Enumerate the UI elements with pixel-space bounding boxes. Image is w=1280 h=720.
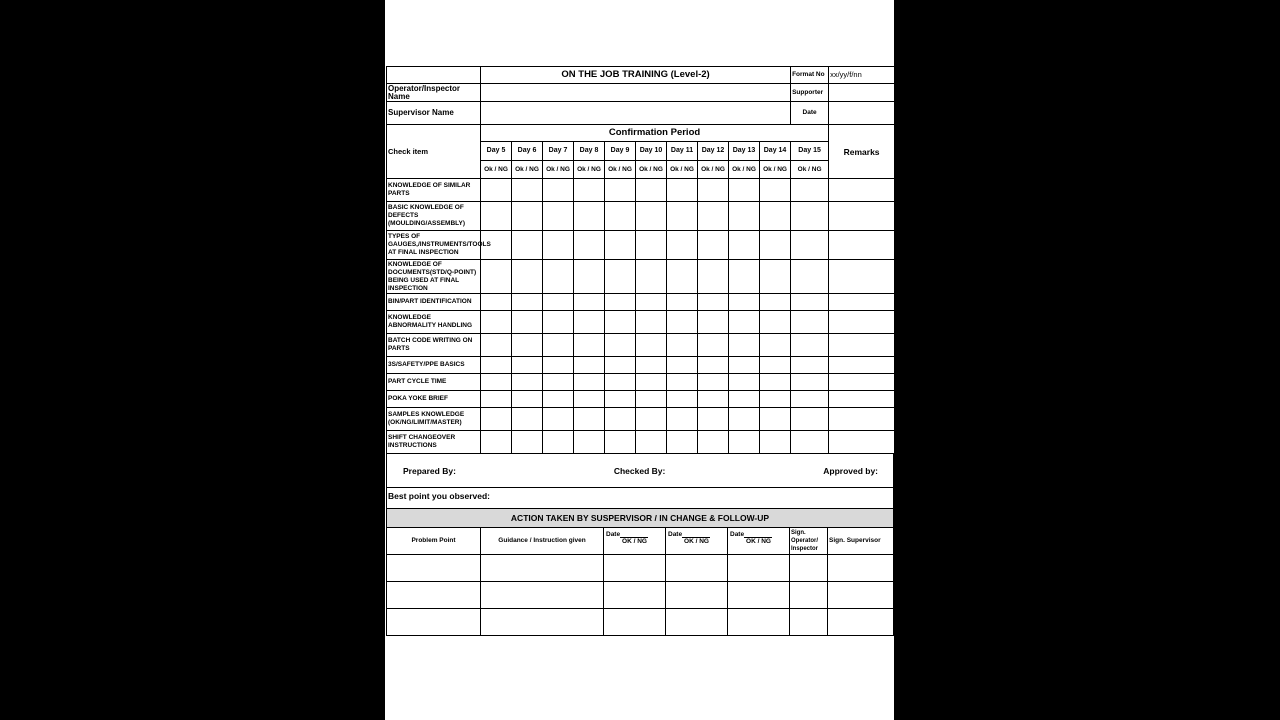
day-check-cell[interactable] [791, 408, 829, 431]
day-check-cell[interactable] [667, 431, 698, 454]
supervisor-name-field[interactable] [481, 102, 791, 125]
form-title: ON THE JOB TRAINING (Level-2) [481, 67, 791, 84]
day-check-cell[interactable] [574, 357, 605, 374]
day-check-cell[interactable] [481, 294, 512, 311]
sign-supervisor-cell[interactable] [828, 609, 894, 636]
day-check-cell[interactable] [760, 294, 791, 311]
day-check-cell[interactable] [636, 179, 667, 202]
action-taken-title: ACTION TAKEN BY SUSPERVISOR / IN CHANGE & FOLLOW-UP [387, 509, 894, 528]
remarks-cell[interactable] [829, 357, 895, 374]
day-check-cell[interactable] [791, 431, 829, 454]
guidance-cell[interactable] [481, 555, 604, 582]
remarks-cell[interactable] [829, 431, 895, 454]
day-check-cell[interactable] [512, 357, 543, 374]
check-item-row [387, 357, 895, 374]
day-check-cell[interactable] [760, 357, 791, 374]
day-check-cell[interactable] [636, 260, 667, 294]
day-check-cell[interactable] [636, 202, 667, 231]
date-okng-cell[interactable] [604, 582, 666, 609]
check-table [386, 66, 895, 454]
check-item-row [387, 311, 895, 334]
day-check-cell[interactable] [760, 334, 791, 357]
day-check-cell[interactable] [760, 231, 791, 260]
format-no-value: xx/yy/f/nn [829, 67, 895, 84]
day-check-cell[interactable] [729, 179, 760, 202]
day-check-cell[interactable] [667, 260, 698, 294]
day-check-cell[interactable] [636, 311, 667, 334]
sign-supervisor-cell[interactable] [828, 555, 894, 582]
operator-name-label: Operator/Inspector Name [387, 84, 481, 102]
day-check-cell[interactable] [574, 179, 605, 202]
okng-header: Ok / NG [574, 161, 605, 179]
guidance-cell[interactable] [481, 582, 604, 609]
day-check-cell[interactable] [543, 408, 574, 431]
day-check-cell[interactable] [667, 294, 698, 311]
check-item-row [387, 431, 895, 454]
day-check-cell[interactable] [698, 357, 729, 374]
check-item-label: KNOWLEDGE OF DOCUMENTS(STD/Q-POINT) BEING USED AT FINAL INSPECTION [387, 260, 481, 294]
okng-header: Ok / NG [636, 161, 667, 179]
okng-header: Ok / NG [667, 161, 698, 179]
check-item-label: PART CYCLE TIME [387, 374, 481, 391]
day-check-cell[interactable] [481, 202, 512, 231]
day-check-cell[interactable] [636, 357, 667, 374]
okng-header: Ok / NG [543, 161, 574, 179]
day-check-cell[interactable] [791, 179, 829, 202]
day-check-cell[interactable] [481, 374, 512, 391]
day-check-cell[interactable] [605, 374, 636, 391]
day-check-cell[interactable] [729, 391, 760, 408]
day-check-cell[interactable] [760, 179, 791, 202]
day-check-cell[interactable] [698, 231, 729, 260]
date-okng-header-1: Date OK / NG [604, 528, 666, 555]
day-header: Day 12 [698, 142, 729, 161]
day-check-cell[interactable] [760, 260, 791, 294]
remarks-cell[interactable] [829, 231, 895, 260]
day-check-cell[interactable] [512, 179, 543, 202]
remarks-cell[interactable] [829, 311, 895, 334]
check-item-label: 3S/SAFETY/PPE BASICS [387, 357, 481, 374]
sign-operator-cell[interactable] [790, 609, 828, 636]
day-check-cell[interactable] [512, 311, 543, 334]
day-check-cell[interactable] [543, 431, 574, 454]
day-check-cell[interactable] [636, 294, 667, 311]
day-check-cell[interactable] [698, 202, 729, 231]
sign-supervisor-header: Sign. Supervisor [828, 528, 894, 555]
check-item-row [387, 231, 895, 260]
day-check-cell[interactable] [698, 260, 729, 294]
day-check-cell[interactable] [481, 311, 512, 334]
check-item-label: BIN/PART IDENTIFICATION [387, 294, 481, 311]
day-check-cell[interactable] [574, 391, 605, 408]
problem-point-cell[interactable] [387, 582, 481, 609]
remarks-cell[interactable] [829, 374, 895, 391]
day-check-cell[interactable] [543, 260, 574, 294]
day-check-cell[interactable] [698, 179, 729, 202]
day-check-cell[interactable] [760, 408, 791, 431]
day-check-cell[interactable] [605, 179, 636, 202]
date-okng-cell[interactable] [666, 555, 728, 582]
okng-header: Ok / NG [481, 161, 512, 179]
day-check-cell[interactable] [543, 231, 574, 260]
okng-header: Ok / NG [729, 161, 760, 179]
day-check-cell[interactable] [791, 391, 829, 408]
remarks-label: Remarks [829, 125, 895, 179]
day-check-cell[interactable] [605, 391, 636, 408]
day-check-cell[interactable] [605, 431, 636, 454]
day-header: Day 6 [512, 142, 543, 161]
day-check-cell[interactable] [667, 374, 698, 391]
check-item-label: SAMPLES KNOWLEDGE (OK/NG/LIMIT/MASTER) [387, 408, 481, 431]
check-item-row [387, 260, 895, 294]
guidance-header: Guidance / Instruction given [481, 528, 604, 555]
day-check-cell[interactable] [729, 231, 760, 260]
check-item-row [387, 408, 895, 431]
date-okng-cell[interactable] [728, 555, 790, 582]
day-check-cell[interactable] [729, 311, 760, 334]
confirmation-period-label: Confirmation Period [481, 125, 829, 142]
approved-by-label: Approved by: [823, 465, 879, 476]
okng-header: Ok / NG [512, 161, 543, 179]
problem-point-header: Problem Point [387, 528, 481, 555]
day-check-cell[interactable] [698, 431, 729, 454]
sign-operator-header: Sign. Operator/ Inspector [790, 528, 828, 555]
remarks-cell[interactable] [829, 260, 895, 294]
day-check-cell[interactable] [574, 431, 605, 454]
day-check-cell[interactable] [791, 374, 829, 391]
day-check-cell[interactable] [574, 408, 605, 431]
day-check-cell[interactable] [543, 334, 574, 357]
remarks-cell[interactable] [829, 179, 895, 202]
day-header: Day 8 [574, 142, 605, 161]
action-row [387, 555, 894, 582]
day-check-cell[interactable] [543, 202, 574, 231]
day-check-cell[interactable] [481, 431, 512, 454]
day-check-cell[interactable] [543, 391, 574, 408]
day-check-cell[interactable] [667, 311, 698, 334]
day-check-cell[interactable] [667, 357, 698, 374]
best-point-label: Best point you observed: [387, 488, 894, 509]
day-header: Day 13 [729, 142, 760, 161]
date-okng-cell[interactable] [728, 582, 790, 609]
day-check-cell[interactable] [667, 179, 698, 202]
remarks-cell[interactable] [829, 202, 895, 231]
day-header: Day 15 [791, 142, 829, 161]
day-check-cell[interactable] [574, 374, 605, 391]
day-check-cell[interactable] [481, 408, 512, 431]
signature-row [387, 454, 894, 488]
day-header: Day 14 [760, 142, 791, 161]
day-check-cell[interactable] [698, 408, 729, 431]
day-check-cell[interactable] [791, 357, 829, 374]
check-item-label: POKA YOKE BRIEF [387, 391, 481, 408]
problem-point-cell[interactable] [387, 555, 481, 582]
check-item-label: SHIFT CHANGEOVER INSTRUCTIONS [387, 431, 481, 454]
day-check-cell[interactable] [512, 294, 543, 311]
day-check-cell[interactable] [698, 374, 729, 391]
day-check-cell[interactable] [729, 357, 760, 374]
check-item-row [387, 179, 895, 202]
check-item-row [387, 202, 895, 231]
problem-point-cell[interactable] [387, 609, 481, 636]
day-check-cell[interactable] [729, 334, 760, 357]
day-check-cell[interactable] [698, 334, 729, 357]
supporter-label: Supporter [791, 84, 829, 102]
day-header: Day 11 [667, 142, 698, 161]
day-check-cell[interactable] [512, 231, 543, 260]
day-check-cell[interactable] [543, 294, 574, 311]
check-item-label: Check item [387, 125, 481, 179]
remarks-cell[interactable] [829, 408, 895, 431]
day-check-cell[interactable] [667, 408, 698, 431]
day-check-cell[interactable] [574, 294, 605, 311]
day-check-cell[interactable] [543, 374, 574, 391]
date-okng-cell[interactable] [728, 609, 790, 636]
day-check-cell[interactable] [636, 408, 667, 431]
check-item-label: TYPES OF GAUGES,/INSTRUMENTS/TOOLS AT FINAL INSPECTION [387, 231, 481, 260]
day-check-cell[interactable] [574, 202, 605, 231]
day-check-cell[interactable] [605, 357, 636, 374]
day-check-cell[interactable] [543, 179, 574, 202]
day-check-cell[interactable] [729, 294, 760, 311]
sign-supervisor-cell[interactable] [828, 582, 894, 609]
day-check-cell[interactable] [791, 231, 829, 260]
day-check-cell[interactable] [636, 374, 667, 391]
sign-operator-cell[interactable] [790, 582, 828, 609]
day-check-cell[interactable] [667, 231, 698, 260]
day-check-cell[interactable] [636, 391, 667, 408]
day-check-cell[interactable] [512, 202, 543, 231]
footer-table [386, 453, 894, 636]
day-check-cell[interactable] [698, 391, 729, 408]
check-item-row [387, 294, 895, 311]
day-header: Day 9 [605, 142, 636, 161]
day-check-cell[interactable] [481, 357, 512, 374]
day-check-cell[interactable] [512, 391, 543, 408]
day-check-cell[interactable] [729, 374, 760, 391]
remarks-cell[interactable] [829, 334, 895, 357]
guidance-cell[interactable] [481, 609, 604, 636]
header-corner [387, 67, 481, 84]
date-okng-header-3: Date OK / NG [728, 528, 790, 555]
day-check-cell[interactable] [636, 334, 667, 357]
day-check-cell[interactable] [636, 231, 667, 260]
day-check-cell[interactable] [512, 260, 543, 294]
day-check-cell[interactable] [481, 179, 512, 202]
date-field[interactable] [829, 102, 895, 125]
format-no-label: Format No [791, 67, 829, 84]
action-row [387, 582, 894, 609]
day-check-cell[interactable] [543, 357, 574, 374]
day-check-cell[interactable] [605, 408, 636, 431]
check-item-row [387, 374, 895, 391]
ojt-form [386, 66, 893, 636]
date-okng-cell[interactable] [604, 609, 666, 636]
day-check-cell[interactable] [512, 408, 543, 431]
day-check-cell[interactable] [760, 431, 791, 454]
day-check-cell[interactable] [574, 311, 605, 334]
day-check-cell[interactable] [698, 311, 729, 334]
sign-operator-cell[interactable] [790, 555, 828, 582]
check-item-label: KNOWLEDGE ABNORMALITY HANDLING [387, 311, 481, 334]
prepared-by-label: Prepared By: [403, 465, 456, 476]
day-check-cell[interactable] [760, 374, 791, 391]
day-check-cell[interactable] [574, 334, 605, 357]
day-check-cell[interactable] [605, 231, 636, 260]
day-check-cell[interactable] [760, 202, 791, 231]
day-check-cell[interactable] [791, 260, 829, 294]
supervisor-name-label: Supervisor Name [387, 102, 481, 125]
remarks-cell[interactable] [829, 391, 895, 408]
day-check-cell[interactable] [481, 391, 512, 408]
day-check-cell[interactable] [543, 311, 574, 334]
day-check-cell[interactable] [760, 391, 791, 408]
day-check-cell[interactable] [481, 260, 512, 294]
document-page [385, 0, 894, 720]
check-item-row [387, 334, 895, 357]
day-check-cell[interactable] [667, 334, 698, 357]
day-check-cell[interactable] [729, 260, 760, 294]
date-label: Date [791, 102, 829, 125]
supporter-field[interactable] [829, 84, 895, 102]
date-okng-cell[interactable] [666, 582, 728, 609]
day-check-cell[interactable] [636, 431, 667, 454]
day-check-cell[interactable] [698, 294, 729, 311]
day-check-cell[interactable] [791, 294, 829, 311]
day-header: Day 10 [636, 142, 667, 161]
checked-by-label: Checked By: [613, 465, 666, 476]
day-check-cell[interactable] [574, 260, 605, 294]
check-item-label: BATCH CODE WRITING ON PARTS [387, 334, 481, 357]
check-item-label: BASIC KNOWLEDGE OF DEFECTS (MOULDING/ASSEMBLY) [387, 202, 481, 231]
day-check-cell[interactable] [667, 391, 698, 408]
day-check-cell[interactable] [729, 431, 760, 454]
day-check-cell[interactable] [729, 202, 760, 231]
check-item-row [387, 391, 895, 408]
date-okng-header-2: Date OK / NG [666, 528, 728, 555]
check-item-label: KNOWLEDGE OF SIMILAR PARTS [387, 179, 481, 202]
day-check-cell[interactable] [512, 374, 543, 391]
day-check-cell[interactable] [791, 334, 829, 357]
day-check-cell[interactable] [605, 294, 636, 311]
day-check-cell[interactable] [481, 334, 512, 357]
day-check-cell[interactable] [760, 311, 791, 334]
date-okng-cell[interactable] [604, 555, 666, 582]
day-header: Day 7 [543, 142, 574, 161]
day-check-cell[interactable] [791, 311, 829, 334]
day-check-cell[interactable] [729, 408, 760, 431]
operator-name-field[interactable] [481, 84, 791, 102]
day-check-cell[interactable] [512, 431, 543, 454]
day-check-cell[interactable] [605, 202, 636, 231]
day-check-cell[interactable] [574, 231, 605, 260]
okng-header: Ok / NG [791, 161, 829, 179]
remarks-cell[interactable] [829, 294, 895, 311]
day-check-cell[interactable] [605, 260, 636, 294]
day-check-cell[interactable] [605, 334, 636, 357]
okng-header: Ok / NG [760, 161, 791, 179]
okng-header: Ok / NG [605, 161, 636, 179]
day-check-cell[interactable] [791, 202, 829, 231]
okng-header: Ok / NG [698, 161, 729, 179]
day-check-cell[interactable] [512, 334, 543, 357]
day-check-cell[interactable] [667, 202, 698, 231]
day-check-cell[interactable] [605, 311, 636, 334]
day-header: Day 5 [481, 142, 512, 161]
date-okng-cell[interactable] [666, 609, 728, 636]
action-row [387, 609, 894, 636]
